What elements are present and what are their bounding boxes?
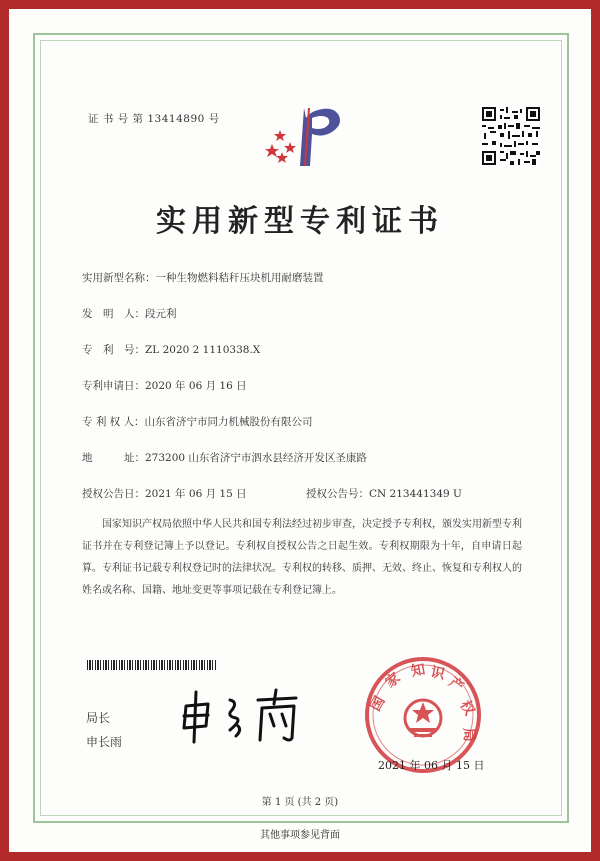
cert-no-label: 证 书 号 第	[88, 113, 144, 125]
cert-no-value: 13414890	[147, 113, 205, 125]
field-label: 专 利 权 人：	[82, 416, 145, 428]
field-utility-model-name	[82, 270, 324, 285]
cert-no-suffix: 号	[208, 113, 220, 125]
field-value: CN 213441349 U	[369, 488, 462, 500]
field-value: 2020 年 06 月 16 日	[145, 380, 247, 392]
field-value: 段元利	[145, 308, 177, 320]
footer-note: 其他事项参见背面	[260, 830, 340, 841]
field-label: 专 利 号：	[82, 344, 145, 356]
certificate-statement: 国家知识产权局依照中华人民共和国专利法经过初步审查，决定授予专利权，颁发实用新型专利证书并在专利登记簿上予以登记。专利权自授权公告之日起生效。专利权期限为十年，自申请日起算。	[82, 519, 522, 574]
field-value: ZL 2020 2 1110338.X	[145, 344, 261, 356]
certificate-number	[88, 111, 220, 126]
field-grant-date	[82, 486, 247, 501]
field-label: 专利申请日：	[82, 380, 145, 392]
field-value: 2021 年 06 月 15 日	[145, 488, 247, 500]
field-value: 一种生物燃料秸秆压块机用耐磨装置	[155, 272, 324, 284]
svg-text:国: 国	[367, 693, 389, 714]
seal-date: 2021 年 06 月 15 日	[378, 759, 485, 772]
field-inventor	[82, 306, 177, 321]
svg-text:家: 家	[382, 669, 404, 692]
field-value: 山东省济宁市同力机械股份有限公司	[144, 416, 313, 428]
field-label: 授权公告号：	[306, 488, 369, 500]
svg-text:局: 局	[460, 727, 477, 743]
director-title: 局长	[86, 711, 111, 725]
field-grant-number	[306, 486, 462, 501]
signature	[178, 686, 308, 746]
cnipa-logo-icon	[262, 104, 352, 170]
field-label: 发 明 人：	[82, 308, 145, 320]
svg-text:权: 权	[456, 698, 478, 719]
field-patentee	[82, 414, 313, 429]
svg-text:产: 产	[445, 674, 467, 696]
legal-status-note: 专利证书记载专利权登记时的法律状况。专利权的转移、质押、无效、终止、恢复和专利权人的姓名或名称、国籍、地址变更等事项记载在专利登记簿上。	[82, 563, 522, 596]
field-label: 授权公告日：	[82, 488, 145, 500]
field-label: 实用新型名称：	[82, 272, 156, 284]
field-value: 273200 山东省济宁市泗水县经济开发区圣康路	[145, 452, 367, 464]
page-info: 第 1 页 (共 2 页)	[261, 797, 339, 808]
field-patent-number	[82, 342, 260, 357]
field-address	[82, 450, 367, 465]
field-label: 地 址：	[82, 452, 145, 464]
barcode	[87, 660, 217, 670]
svg-text:识: 识	[429, 664, 447, 683]
qr-code-icon	[482, 107, 540, 165]
director-name: 申长雨	[86, 735, 123, 749]
field-application-date	[82, 378, 247, 393]
svg-text:知: 知	[409, 661, 427, 680]
certificate-title: 实用新型专利证书	[156, 204, 444, 239]
